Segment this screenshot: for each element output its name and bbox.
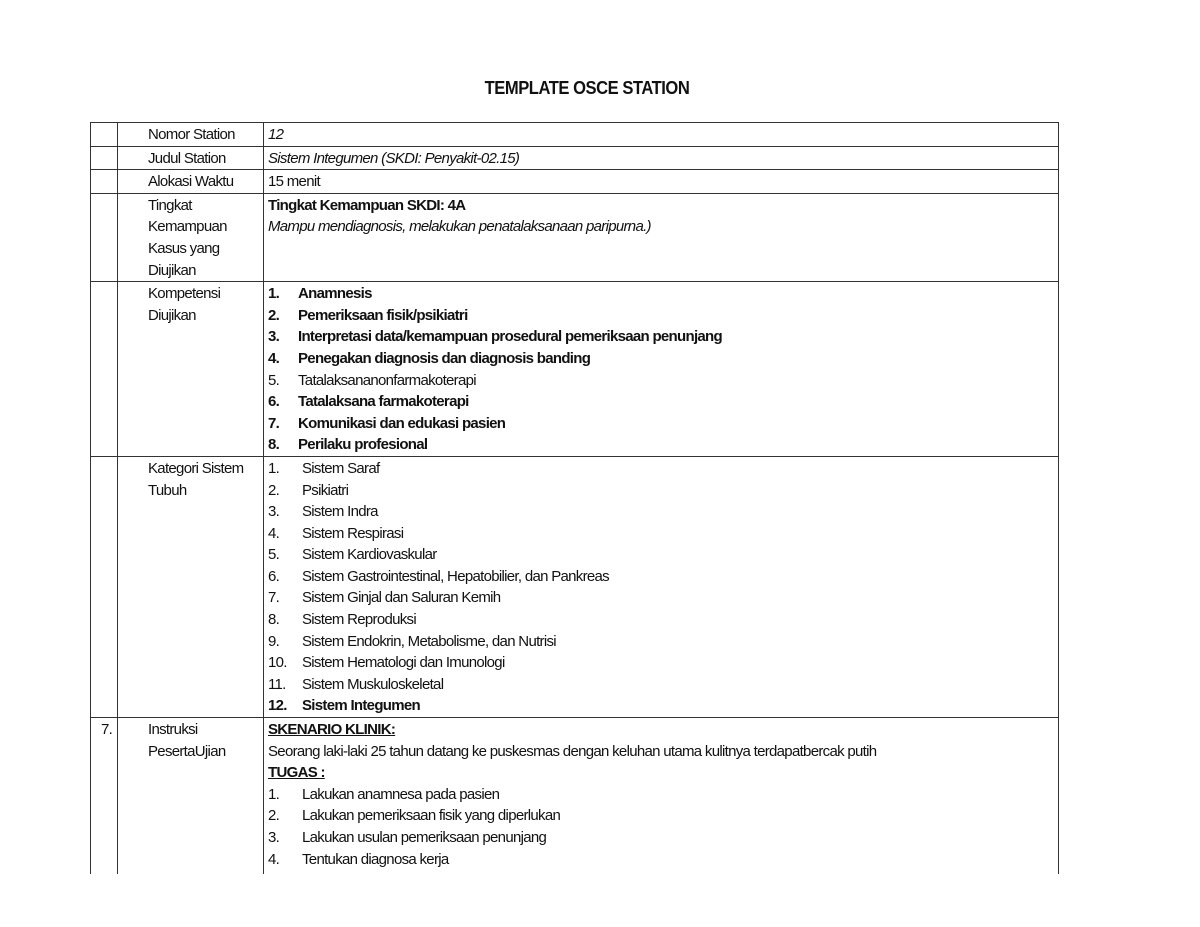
- list-text: Sistem Saraf: [302, 459, 380, 477]
- row-number-cell: [91, 282, 118, 457]
- list-number: 10.: [268, 654, 287, 672]
- row-alokasi-waktu: [91, 170, 1059, 194]
- list-text: Sistem Kardiovaskular: [302, 546, 437, 564]
- list-text: Perilaku profesional: [298, 436, 428, 454]
- kategori-item: [268, 480, 1054, 502]
- row-label: Instruksi PesertaUjian: [118, 718, 264, 874]
- row-number-cell: [91, 456, 118, 717]
- list-text: Psikiatri: [302, 481, 349, 499]
- document-title: TEMPLATE OSCE STATION: [484, 78, 690, 98]
- list-number: 5.: [268, 546, 280, 564]
- osce-table: [90, 122, 1059, 874]
- list-text: Lakukan anamnesa pada pasien: [302, 785, 500, 803]
- list-number: 5.: [268, 371, 280, 389]
- row-number-cell: [91, 146, 118, 170]
- tingkat-heading: Tingkat Kemampuan SKDI: 4A: [268, 196, 466, 214]
- kompetensi-list: [268, 283, 1054, 456]
- kategori-item: [268, 501, 1054, 523]
- list-text: Pemeriksaan fisik/psikiatri: [298, 306, 468, 324]
- skenario-heading: SKENARIO KLINIK:: [268, 721, 396, 739]
- row-number-cell: 7.: [91, 718, 118, 874]
- list-number: 1.: [268, 285, 280, 303]
- list-number: 2.: [268, 306, 280, 324]
- list-number: 4.: [268, 850, 280, 868]
- row-tingkat-kemampuan: [91, 193, 1059, 281]
- kategori-item: [268, 458, 1054, 480]
- list-text: Sistem Integumen: [302, 697, 420, 715]
- list-text: Sistem Reproduksi: [302, 611, 416, 629]
- tugas-heading: TUGAS :: [268, 764, 325, 782]
- kategori-item: [268, 587, 1054, 609]
- kategori-item: [268, 523, 1054, 545]
- row-number-cell: [91, 123, 118, 147]
- list-number: 2.: [268, 807, 280, 825]
- list-number: 9.: [268, 632, 280, 650]
- row-instruksi: [91, 718, 1059, 874]
- list-number: 1.: [268, 785, 280, 803]
- osce-table-wrapper: [90, 122, 1059, 874]
- tugas-item: [268, 784, 1054, 806]
- list-text: Lakukan usulan pemeriksaan penunjang: [302, 829, 547, 846]
- tugas-item: [268, 849, 1054, 871]
- list-text: Anamnesis: [298, 285, 372, 303]
- list-text: Sistem Indra: [302, 503, 378, 521]
- list-number: 7.: [268, 414, 280, 432]
- row-label: Tingkat Kemampuan Kasus yang Diujikan: [118, 193, 264, 281]
- row-value: [264, 718, 1059, 874]
- kompetensi-item: [268, 305, 1054, 327]
- list-number: 2.: [268, 481, 280, 499]
- list-text: Sistem Endokrin, Metabolisme, dan Nutrisi: [302, 632, 556, 650]
- list-number: 4.: [268, 524, 280, 542]
- list-number: 8.: [268, 611, 280, 629]
- kategori-item: [268, 674, 1054, 696]
- list-number: 3.: [268, 829, 280, 846]
- row-value: 15 menit: [264, 170, 1059, 194]
- list-text: Komunikasi dan edukasi pasien: [298, 414, 506, 432]
- station-number: 12: [268, 126, 284, 143]
- kategori-item: [268, 631, 1054, 653]
- kompetensi-item: [268, 348, 1054, 370]
- list-text: Interpretasi data/kemampuan prosedural pemeriksaan penunjang: [298, 328, 722, 346]
- list-text: Tatalaksana farmakoterapi: [298, 393, 469, 411]
- list-text: Tatalaksananonfarmakoterapi: [298, 371, 476, 389]
- row-kategori-sistem: [91, 456, 1059, 717]
- list-number: 11.: [268, 675, 286, 693]
- list-text: Sistem Gastrointestinal, Hepatobilier, dan Pankreas: [302, 567, 609, 585]
- tingkat-description: Mampu mendiagnosis, melakukan penatalaksanaan paripurna.): [268, 218, 651, 236]
- kompetensi-item: [268, 283, 1054, 305]
- list-number: 3.: [268, 503, 280, 521]
- row-value: [264, 193, 1059, 281]
- row-value: [264, 282, 1059, 457]
- kategori-item: [268, 652, 1054, 674]
- row-value: [264, 146, 1059, 170]
- list-number: 7.: [268, 589, 280, 607]
- row-number-cell: [91, 193, 118, 281]
- list-text: Lakukan pemeriksaan fisik yang diperlukan: [302, 807, 561, 825]
- kompetensi-item: [268, 370, 1054, 392]
- kompetensi-item: [268, 434, 1054, 456]
- list-number: 6.: [268, 393, 280, 411]
- row-label: Kompetensi Diujikan: [118, 282, 264, 457]
- kategori-list: [268, 458, 1054, 717]
- kategori-item: [268, 695, 1054, 717]
- kompetensi-item: [268, 391, 1054, 413]
- list-number: 6.: [268, 567, 280, 585]
- skenario-text: Seorang laki-laki 25 tahun datang ke puskesmas dengan keluhan utama kulitnya terdapatbercak putih: [268, 742, 877, 760]
- row-label: Alokasi Waktu: [118, 170, 264, 194]
- kompetensi-item: [268, 326, 1054, 348]
- tugas-item: [268, 827, 1054, 849]
- list-number: 3.: [268, 328, 280, 346]
- list-number: 4.: [268, 349, 280, 367]
- list-number: 8.: [268, 436, 280, 454]
- list-text: Sistem Respirasi: [302, 524, 404, 542]
- kategori-item: [268, 609, 1054, 631]
- kategori-item: [268, 566, 1054, 588]
- row-label: Nomor Station: [118, 123, 264, 147]
- row-label: Kategori Sistem Tubuh: [118, 456, 264, 717]
- list-text: Sistem Hematologi dan Imunologi: [302, 654, 505, 672]
- row-nomor-station: [91, 123, 1059, 147]
- row-value: [264, 456, 1059, 717]
- row-judul-station: [91, 146, 1059, 170]
- row-value: [264, 123, 1059, 147]
- row-number-cell: [91, 170, 118, 194]
- kategori-item: [268, 544, 1054, 566]
- list-text: Sistem Muskuloskeletal: [302, 675, 444, 693]
- list-text: Sistem Ginjal dan Saluran Kemih: [302, 589, 501, 607]
- list-text: Penegakan diagnosis dan diagnosis banding: [298, 349, 591, 367]
- tugas-list: [268, 784, 1054, 870]
- tugas-item: [268, 805, 1054, 827]
- row-kompetensi: [91, 282, 1059, 457]
- row-label: Judul Station: [118, 146, 264, 170]
- list-text: Tentukan diagnosa kerja: [302, 850, 449, 868]
- station-title: Sistem Integumen (SKDI: Penyakit-02.15): [268, 149, 520, 167]
- list-number: 12.: [268, 697, 287, 715]
- kompetensi-item: [268, 413, 1054, 435]
- list-number: 1.: [268, 459, 280, 477]
